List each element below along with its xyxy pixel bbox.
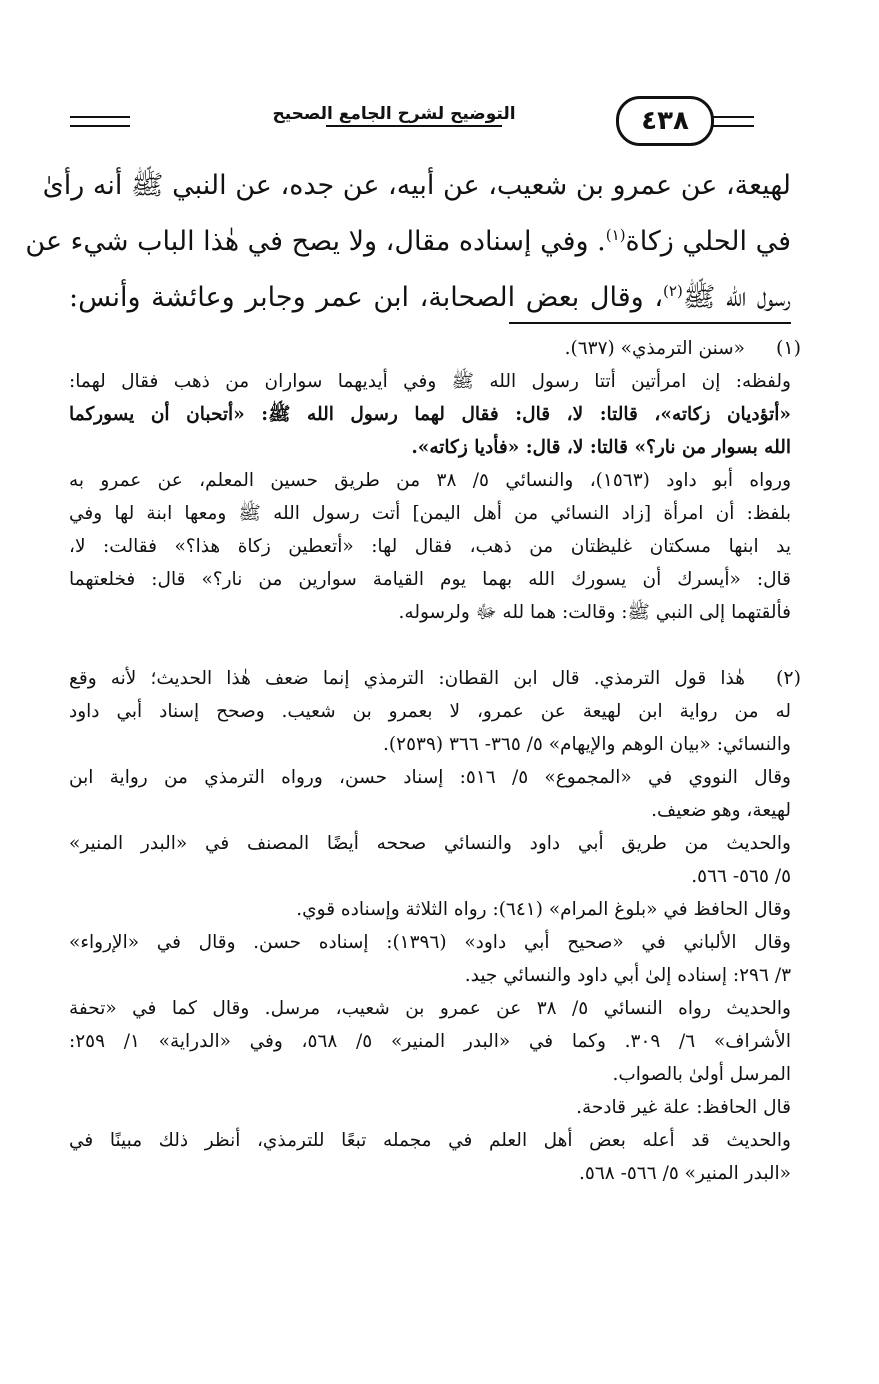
footnote-line: قال: «أيسرك أن يسورك الله بهما يوم القيامة سوارين من نار؟» قال: فخلعتهما [69, 569, 791, 590]
footnote-line: والحديث من طريق أبي داود والنسائي صححه أيضًا المصنف في «البدر المنير» [69, 833, 791, 854]
main-line-2 [25, 214, 791, 270]
main-line-3 [69, 270, 791, 326]
running-header [70, 92, 794, 148]
footnote-line: الأشراف» ٦/ ٣٠٩. وكما في «البدر المنير» ٥/ ٥٦٨، وفي «الدراية» ١/ ٢٥٩: [69, 1031, 791, 1052]
footnote-ref-2: (٢) [663, 282, 683, 300]
running-title [244, 104, 544, 124]
footnote-line: «أتؤديان زكاته»، قالتا: لا، قال: فقال لهما رسول الله ﷺ: «أتحبان أن يسوركما [69, 404, 791, 425]
footnote-line: له من رواية ابن لهيعة عن عمرو، لا بعمرو بن شعيب. وصحح إسناد أبي داود [69, 701, 791, 722]
footnote-line: لهيعة، وهو ضعيف. [651, 800, 791, 821]
footnote-line: والحديث قد أعله بعض أهل العلم في مجمله تبعًا للترمذي، أنظر ذلك مبينًا في [69, 1130, 791, 1151]
footnote-line: قال الحافظ: علة غير قادحة. [576, 1097, 791, 1118]
footnote-line: وقال الألباني في «صحيح أبي داود» (١٣٩٦): إسناده حسن. وقال في «الإرواء» [69, 932, 791, 953]
footnote-body [69, 662, 791, 1190]
footnote-1 [69, 332, 801, 629]
footnote-number: (١) [775, 337, 801, 359]
footnote-line: بلفظ: أن امرأة [زاد النسائي من أهل اليمن] أتت رسول الله ﷺ ومعها ابنة لها وفي [69, 503, 791, 524]
footnote-line: «سنن الترمذي» (٦٣٧). [564, 338, 745, 359]
footnote-line: الله بسوار من نار؟» قالتا: لا، قال: «فأديا زكاته». [411, 437, 791, 458]
page-number: ٤٣٨ [616, 96, 714, 146]
footnote-line: المرسل أولىٰ بالصواب. [612, 1064, 791, 1085]
footnote-separator [509, 322, 791, 324]
footnote-line: يد ابنها مسكتان غليظتان من ذهب، فقال لها: «أتعطين زكاة هذا؟» فقالت: لا، [69, 536, 791, 557]
footnote-line: ورواه أبو داود (١٥٦٣)، والنسائي ٥/ ٣٨ من طريق حسين المعلم، عن عمرو به [69, 470, 792, 491]
footnote-line: والنسائي: «بيان الوهم والإيهام» ٥/ ٣٦٥- ٣٦٦ (٢٥٣٩). [383, 734, 791, 755]
footnote-line: والحديث رواه النسائي ٥/ ٣٨ عن عمرو بن شعيب، مرسل. وقال كما في «تحفة [69, 998, 791, 1019]
header-rule-right [710, 116, 754, 127]
header-rule-left [70, 116, 130, 127]
footnote-line: وقال الحافظ في «بلوغ المرام» (٦٤١): رواه الثلاثة وإسناده قوي. [296, 899, 791, 920]
footnote-line: ٥/ ٥٦٥- ٥٦٦. [691, 866, 791, 887]
footnote-line: ولفظه: إن امرأتين أتتا رسول الله ﷺ وفي أيديهما سواران من ذهب فقال لهما: [69, 371, 791, 392]
main-line-3-end: ، وقال بعض الصحابة، ابن عمر وجابر وعائشة وأنس: [69, 282, 664, 313]
footnote-ref-1: (١) [605, 226, 626, 244]
footnote-2 [69, 662, 801, 1190]
main-line-1: لهيعة، عن عمرو بن شعيب، عن أبيه، عن جده، عن النبي ﷺ أنه رأىٰ [42, 170, 791, 201]
footnote-line: فألقتهما إلى النبي ﷺ: وقالت: هما لله ﷻ ولرسوله. [398, 602, 791, 623]
main-line-2-end: . وفي إسناده مقال، ولا يصح في هٰذا الباب شيء عن [25, 226, 606, 257]
running-title-text: التوضيح لشرح الجامع الصحيح [264, 104, 523, 124]
footnote-line: هٰذا قول الترمذي. قال ابن القطان: الترمذي إنما ضعف هٰذا الحديث؛ لأنه وقع [69, 668, 745, 689]
footnote-number: (٢) [775, 667, 801, 689]
footnote-line: «البدر المنير» ٥/ ٥٦٦- ٥٦٨. [579, 1163, 791, 1184]
main-line-3-start: رسول الله ﷺ [682, 282, 791, 313]
footnote-body [69, 332, 792, 629]
footnote-line: وقال النووي في «المجموع» ٥/ ٥١٦: إسناد حسن، ورواه الترمذي من رواية ابن [69, 767, 791, 788]
main-line-2-start: في الحلي زكاة [625, 226, 791, 257]
main-text [25, 158, 791, 326]
footnote-line: ٣/ ٢٩٦: إسناده إلىٰ أبي داود والنسائي جيد. [464, 965, 791, 986]
